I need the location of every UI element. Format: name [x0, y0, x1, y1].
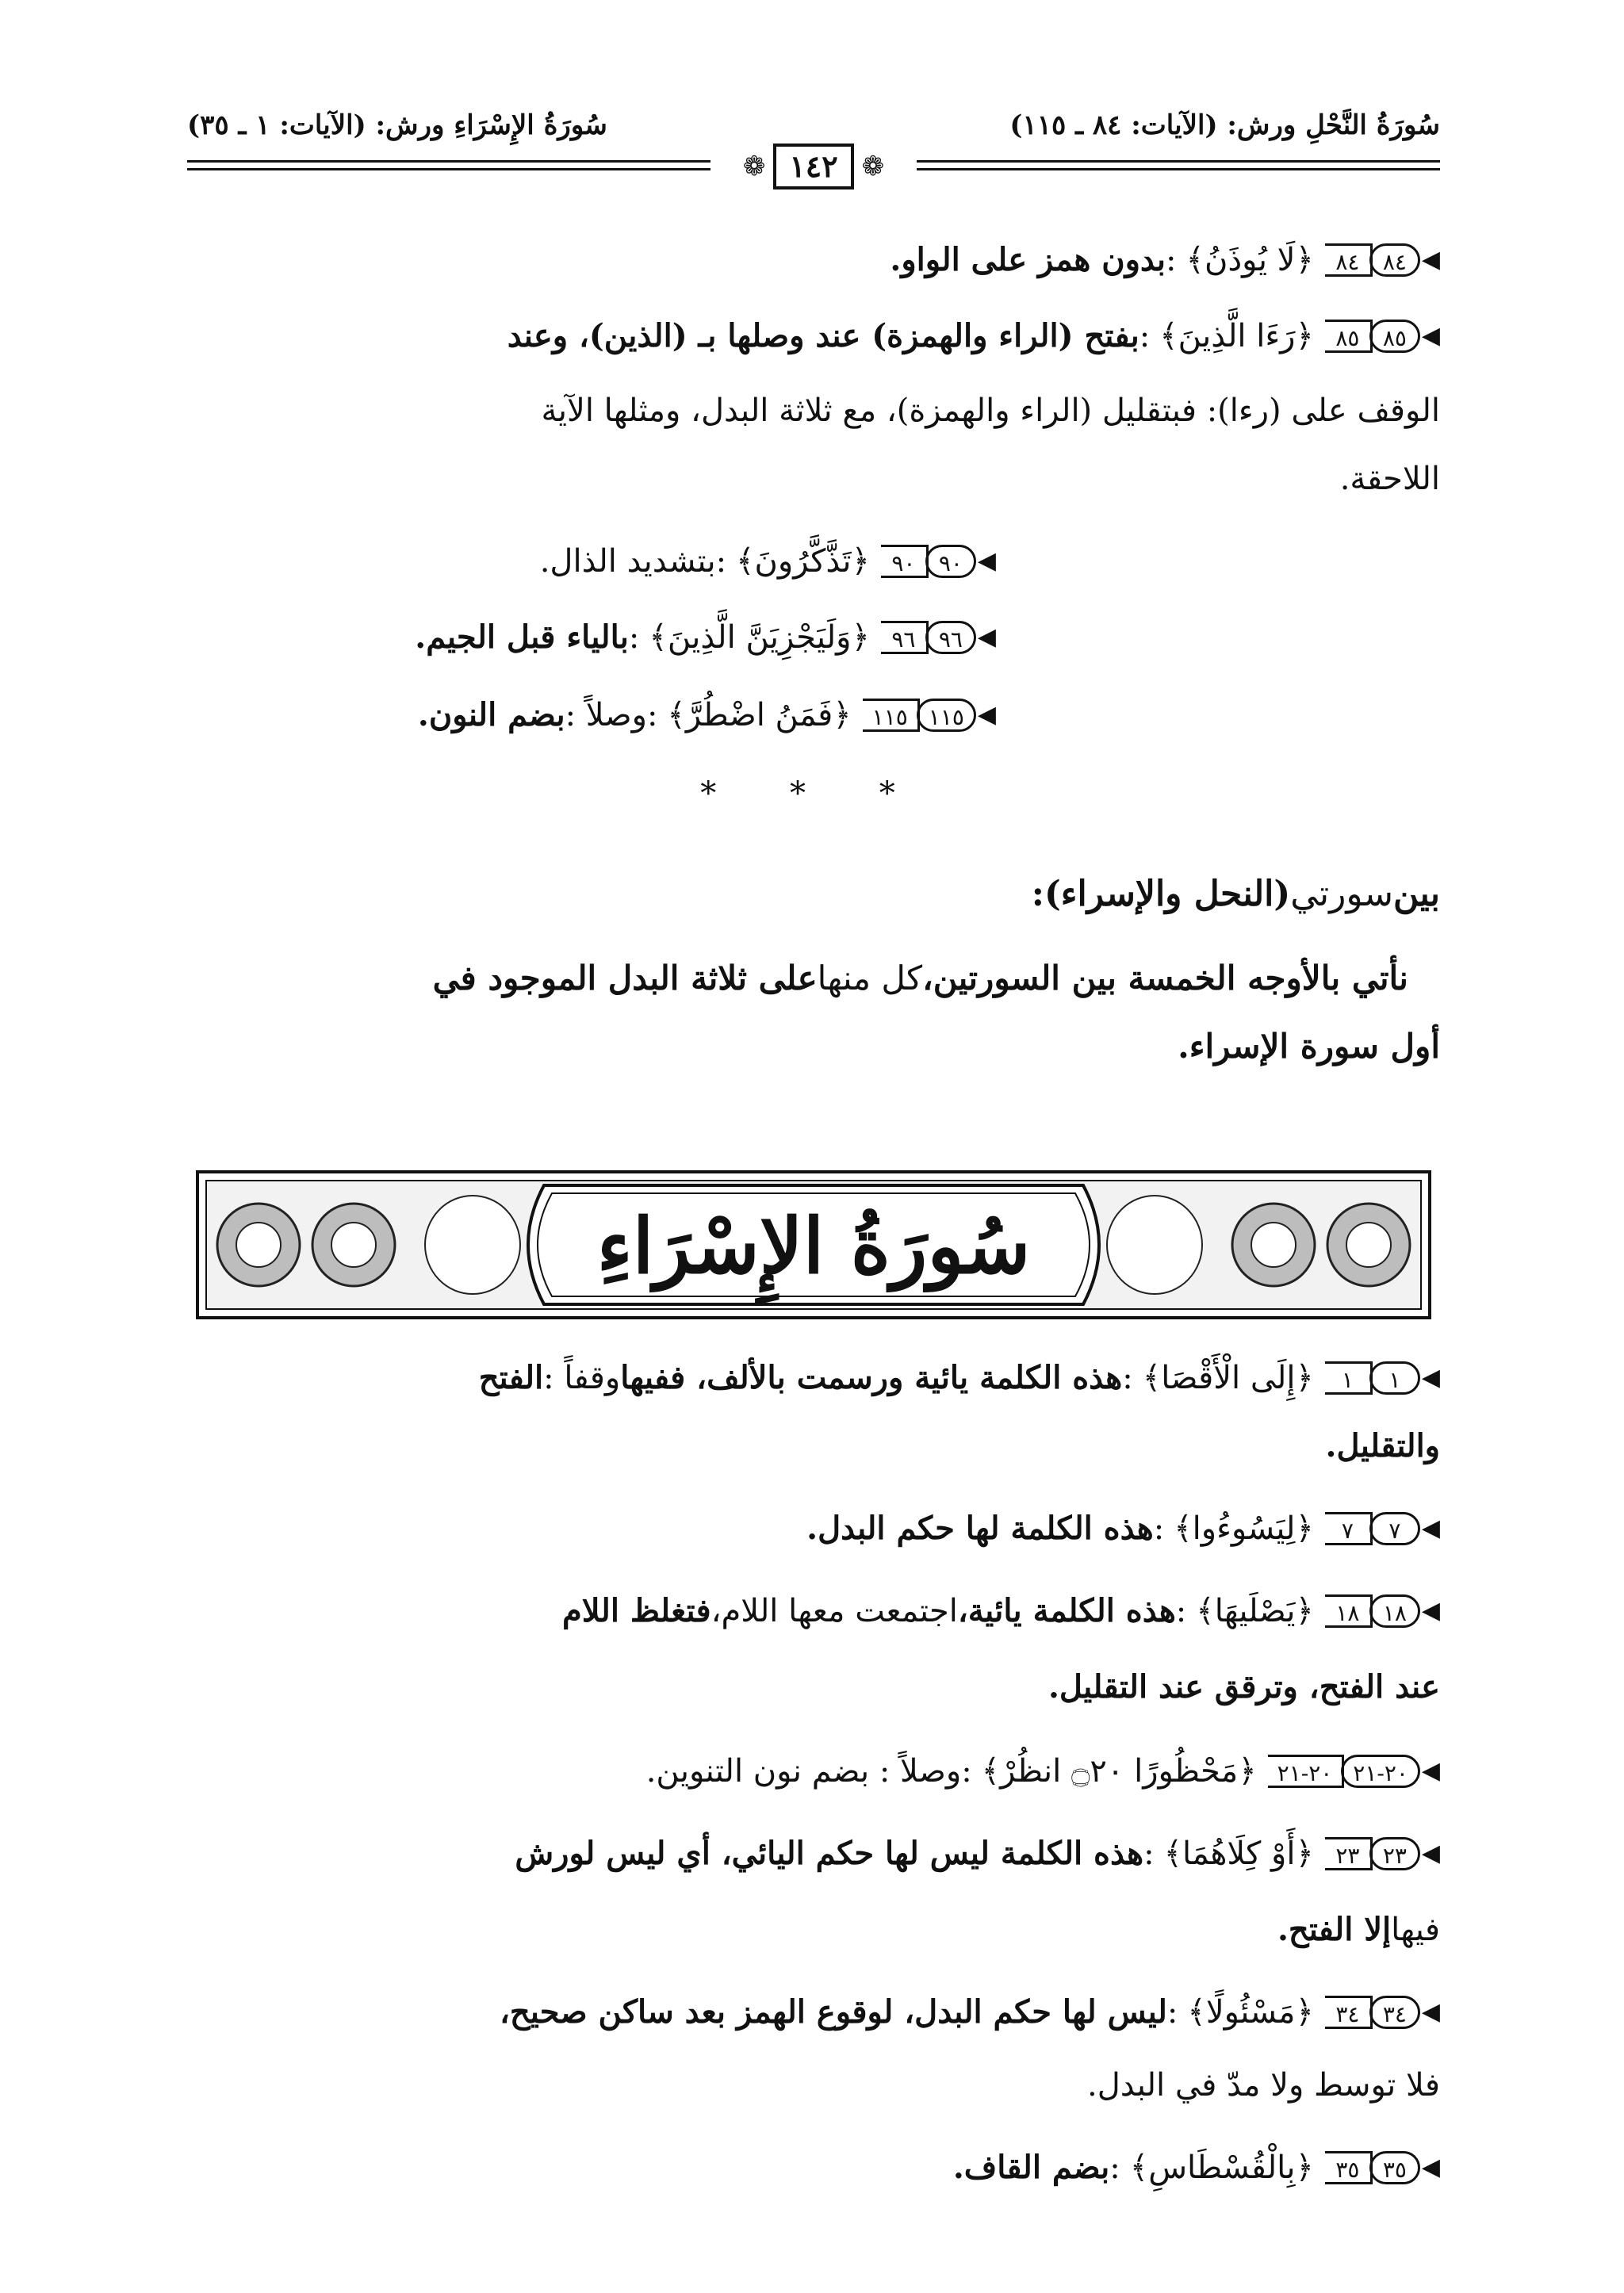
- verse-number-rect: ٨٤: [1325, 243, 1373, 277]
- entry-text: اجتمعت معها اللام،: [710, 1593, 958, 1629]
- between-text: نأتي بالأوجه الخمسة بين السورتين،: [922, 959, 1408, 997]
- entry-text: هذه الكلمة ليس لها حكم اليائي، أي ليس لورش: [515, 1835, 1144, 1872]
- entry-84: [187, 230, 1440, 290]
- verse-number-rect: ١٨: [1325, 1594, 1373, 1628]
- between-paragraph-cont: أول سورة الإسراء.: [1178, 1027, 1440, 1066]
- page-number-box: [710, 143, 917, 190]
- verse-badge: [881, 621, 996, 654]
- between-text: على ثلاثة البدل الموجود في: [432, 959, 818, 997]
- arrow-icon: ◀: [1421, 1998, 1440, 2026]
- entry-20-21: [425, 1741, 1440, 1801]
- entry-text: بتشديد الذال.: [539, 543, 716, 580]
- entry-85-cont: الوقف على (رءا): فبتقليل (الراء والهمزة)، مع ثلاثة البدل، ومثلها الآية: [541, 392, 1440, 429]
- entry-text: بضم القاف.: [952, 2149, 1110, 2186]
- entry-text: وقفاً :: [543, 1360, 621, 1396]
- verse-number-rect: ١١٥: [863, 699, 920, 732]
- entry-7: [425, 1499, 1440, 1559]
- separator: :: [628, 619, 640, 656]
- quran-word: ﴿مَسْئُولًا﴾: [1187, 1994, 1314, 2031]
- separator: :: [1109, 2149, 1120, 2186]
- entry-text: ليس لها حكم البدل، لوقوع الهمز بعد ساكن صحيح،: [500, 1993, 1167, 2031]
- page: [187, 0, 1440, 2293]
- verse-badge: [1268, 1755, 1440, 1788]
- arrow-icon: ◀: [1421, 1364, 1440, 1391]
- verse-badge: [1325, 243, 1440, 277]
- entry-text: هذه الكلمة يائية ورسمت بالألف، ففيها: [620, 1359, 1123, 1396]
- header-right-title: سُورَةُ النَّحْلِ ورش: (الآيات: ٨٤ ـ ١١٥): [1009, 109, 1440, 141]
- quran-word: ﴿مَحْظُورًا ۝٢٠ انظُرْ﴾: [981, 1753, 1257, 1790]
- entry-text: إلا الفتح.: [1277, 1911, 1392, 1948]
- verse-number-oval: ٣٥: [1369, 2151, 1420, 2184]
- ornament-icon: ❁: [861, 151, 885, 182]
- entry-text: هذه الكلمة يائية،: [957, 1592, 1176, 1629]
- entry-34-cont: فلا توسط ولا مدّ في البدل.: [1087, 2067, 1440, 2104]
- entry-prefix: وصلاً :: [565, 697, 647, 733]
- verse-number-oval: ١١٥: [917, 699, 976, 732]
- separator: :: [1122, 1360, 1133, 1396]
- entry-text: هذه الكلمة لها حكم البدل.: [806, 1510, 1154, 1547]
- verse-number-rect: ٣٥: [1325, 2151, 1373, 2184]
- verse-badge: [1325, 1512, 1440, 1545]
- between-heading: [187, 864, 1440, 924]
- verse-number-rect: ٩٠: [881, 545, 929, 578]
- separator: :: [1153, 1510, 1165, 1547]
- page-header: [187, 109, 1440, 205]
- verse-badge: [1325, 320, 1440, 353]
- entry-text: فتغلظ اللام: [562, 1592, 711, 1629]
- header-left-title: سُورَةُ الإِسْرَاءِ ورش: (الآيات: ١ ـ ٣٥): [187, 109, 607, 141]
- arrow-icon: ◀: [1421, 1597, 1440, 1625]
- verse-number-rect: ١: [1325, 1361, 1373, 1395]
- verse-number-oval: ٧: [1369, 1512, 1420, 1545]
- verse-number-oval: ٢٣: [1369, 1837, 1420, 1870]
- between-text: كل منها: [817, 959, 923, 997]
- verse-number-oval: ٨٤: [1369, 243, 1420, 277]
- quran-word: ﴿بِالْقُسْطَاسِ﴾: [1129, 2149, 1314, 2186]
- verse-badge: [1325, 1361, 1440, 1395]
- entry-18: [187, 1581, 1440, 1641]
- arrow-icon: ◀: [977, 623, 996, 651]
- entry-115: [187, 685, 996, 745]
- separator: :: [715, 543, 727, 580]
- arrow-icon: ◀: [1421, 2153, 1440, 2181]
- verse-number-oval: ١٨: [1369, 1594, 1420, 1628]
- verse-number-rect: ٨٥: [1325, 320, 1373, 353]
- ornament-icon: ❁: [742, 151, 766, 182]
- arrow-icon: ◀: [1421, 1839, 1440, 1867]
- verse-number-oval: ٣٤: [1369, 1996, 1420, 2029]
- between-heading-mid: سورتي: [1290, 874, 1393, 914]
- quran-word: ﴿فَمَنُ اضْطُرَّ﴾: [667, 697, 852, 733]
- verse-badge: [1325, 1594, 1440, 1628]
- between-heading-word: بين: [1392, 874, 1440, 914]
- entry-1-cont: والتقليل.: [1325, 1427, 1440, 1464]
- entry-35: [425, 2138, 1440, 2198]
- arrow-icon: ◀: [977, 701, 996, 729]
- verse-badge: [863, 699, 996, 732]
- verse-number-rect: ٢٠-٢١: [1268, 1755, 1345, 1788]
- page-number: ١٤٢: [773, 144, 853, 189]
- verse-number-oval: ١: [1369, 1361, 1420, 1395]
- separator: :: [1143, 1836, 1155, 1872]
- separator: :: [1139, 318, 1151, 354]
- verse-number-oval: ٩٠: [925, 545, 976, 578]
- entry-23-cont: [187, 1900, 1440, 1960]
- quran-word: ﴿رَءَا الَّذِينَ﴾: [1159, 318, 1314, 354]
- arrow-icon: ◀: [977, 547, 996, 575]
- entry-1: [187, 1348, 1440, 1408]
- surah-title-banner: [195, 1169, 1432, 1320]
- quran-word: ﴿لِيَسُوءُوا﴾: [1174, 1510, 1314, 1547]
- verse-badge: [1325, 2151, 1440, 2184]
- verse-badge: [1325, 1837, 1440, 1870]
- quran-word: ﴿وَلَيَجْزِيَنَّ الَّذِينَ﴾: [649, 619, 870, 656]
- entry-text: بالياء قبل الجيم.: [415, 618, 629, 656]
- entry-text: فيها: [1391, 1912, 1440, 1948]
- arrow-icon: ◀: [1421, 1514, 1440, 1542]
- separator: :: [961, 1753, 972, 1790]
- separator: :: [646, 697, 658, 733]
- arrow-icon: ◀: [1421, 1757, 1440, 1785]
- entry-96: [187, 607, 996, 668]
- entry-text: وصلاً : بضم نون التنوين.: [645, 1753, 962, 1790]
- entry-18-cont: عند الفتح، وترقق عند التقليل.: [1048, 1668, 1440, 1705]
- arrow-icon: ◀: [1421, 246, 1440, 274]
- entry-text: بضم النون.: [417, 696, 565, 733]
- entry-text: الفتح: [478, 1359, 544, 1396]
- quran-word: ﴿تَذَّكَّرُونَ﴾: [736, 543, 870, 580]
- verse-number-rect: ٣٤: [1325, 1996, 1373, 2029]
- verse-badge: [881, 545, 996, 578]
- entry-text: بدون همز على الواو.: [890, 241, 1166, 278]
- entry-text: بفتح (الراء والهمزة) عند وصلها بـ (الذين)، وعند: [507, 317, 1139, 354]
- separator: :: [1166, 242, 1177, 278]
- section-separator-stars: * * *: [700, 775, 927, 812]
- entry-90: [187, 531, 996, 591]
- verse-number-rect: ٧: [1325, 1512, 1373, 1545]
- quran-word: ﴿يَصْلَيهَا﴾: [1196, 1593, 1314, 1629]
- surah-title: سُورَةُ الإِسْرَاءِ: [596, 1201, 1031, 1291]
- entry-34: [187, 1982, 1440, 2042]
- between-paragraph: [187, 948, 1408, 1009]
- separator: :: [1175, 1593, 1187, 1629]
- verse-number-oval: ٨٥: [1369, 320, 1420, 353]
- entry-85-cont: اللاحقة.: [1339, 461, 1440, 497]
- verse-number-oval: ٢٠-٢١: [1341, 1755, 1420, 1788]
- verse-number-rect: ٢٣: [1325, 1837, 1373, 1870]
- verse-number-oval: ٩٦: [925, 621, 976, 654]
- between-heading-surahs: (النحل والإسراء):: [1031, 874, 1291, 914]
- quran-word: ﴿أَوْ كِلَاهُمَا﴾: [1163, 1836, 1314, 1872]
- separator: :: [1166, 1994, 1178, 2031]
- verse-number-rect: ٩٦: [881, 621, 929, 654]
- entry-85: [187, 306, 1440, 366]
- quran-word: ﴿لَا يُوذَنُ﴾: [1185, 242, 1314, 278]
- quran-word: ﴿إِلَى الْأَقْصَا﴾: [1142, 1360, 1314, 1396]
- verse-badge: [1325, 1996, 1440, 2029]
- entry-23: [187, 1824, 1440, 1884]
- arrow-icon: ◀: [1421, 322, 1440, 350]
